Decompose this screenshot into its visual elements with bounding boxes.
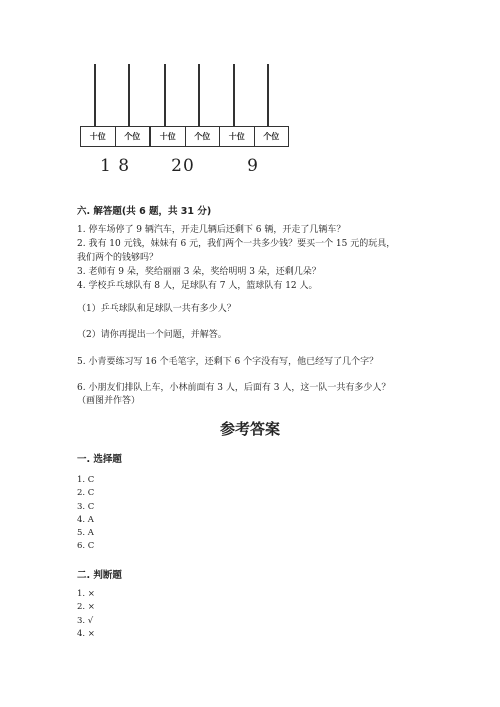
- abacus-rod-ones: [128, 64, 130, 126]
- abacus-number-1: 1 8: [99, 156, 131, 176]
- tens-label: 十位: [159, 132, 176, 141]
- answer-item: 1. C: [77, 475, 95, 485]
- answer-item: 4. ×: [77, 628, 95, 639]
- question-4-part-2: （2）请你再提出一个问题，并解答。: [77, 330, 227, 340]
- question-4-part-1: （1）乒乓球队和足球队一共有多少人？: [77, 304, 236, 314]
- section-heading: 六. 解答题(共 6 题，共 31 分): [77, 206, 212, 217]
- abacus-rod-tens: [94, 64, 96, 126]
- question-3: 3. 老师有 9 朵，奖给丽丽 3 朵，奖给明明 3 朵，还剩几朵？: [77, 267, 321, 277]
- abacus-2: [150, 64, 220, 146]
- question-5: 5. 小青要练习写 16 个毛笔字，还剩下 6 个字没有写，他已经写了几个字？: [77, 357, 379, 367]
- abacus-3: [219, 64, 289, 146]
- abacus-rod-tens: [233, 64, 235, 126]
- ones-label: 个位: [254, 127, 289, 146]
- tens-label: 十位: [89, 132, 106, 141]
- abacus-1: [80, 64, 150, 146]
- question-6-line-1: 6. 小朋友们排队上车，小林前面有 3 人，后面有 3 人，这一队一共有多少人？: [77, 383, 391, 393]
- answer-item: 3. C: [77, 501, 95, 512]
- question-1: 1. 停车场停了 9 辆汽车，开走几辆后还剩下 6 辆，开走了几辆车？: [77, 225, 346, 235]
- answers-title: 参考答案: [219, 420, 280, 438]
- answers-part-2-heading: 二. 判断题: [77, 570, 122, 581]
- ones-label: 个位: [185, 127, 220, 146]
- place-value-box: [80, 126, 150, 147]
- abacus-rod-ones: [267, 64, 269, 126]
- abacus-number-3: 9: [247, 156, 259, 176]
- place-value-box: [150, 126, 220, 147]
- question-6-line-2: （画图并作答）: [77, 396, 141, 406]
- abacus-rod-tens: [164, 64, 166, 126]
- answers-part-2-list: [77, 588, 95, 641]
- question-2-line-2: 我们两个的钱够吗？: [77, 253, 159, 263]
- answers-part-1-heading: 一. 选择题: [77, 454, 122, 465]
- place-value-box: [219, 126, 289, 147]
- answer-item: 2. C: [77, 488, 95, 499]
- answer-item: 2. ×: [77, 602, 95, 613]
- answers-part-1-list: [77, 474, 94, 554]
- answer-item: 5. A: [77, 528, 94, 539]
- answer-item: 6. C: [77, 541, 95, 552]
- abacus-number-2: 20: [171, 156, 195, 176]
- question-2-line-1: 2. 我有 10 元钱，妹妹有 6 元，我们两个一共多少钱？要买一个 15 元的玩具，: [77, 239, 396, 249]
- tens-label: 十位: [228, 132, 245, 141]
- answer-item: 4. A: [77, 514, 94, 525]
- answer-item: 1. ×: [77, 589, 95, 599]
- ones-label: 个位: [115, 127, 150, 146]
- abacus-rod-ones: [198, 64, 200, 126]
- question-4: 4. 学校乒乓球队有 8 人，足球队有 7 人，篮球队有 12 人。: [77, 281, 318, 291]
- answer-item: 3. √: [77, 615, 94, 626]
